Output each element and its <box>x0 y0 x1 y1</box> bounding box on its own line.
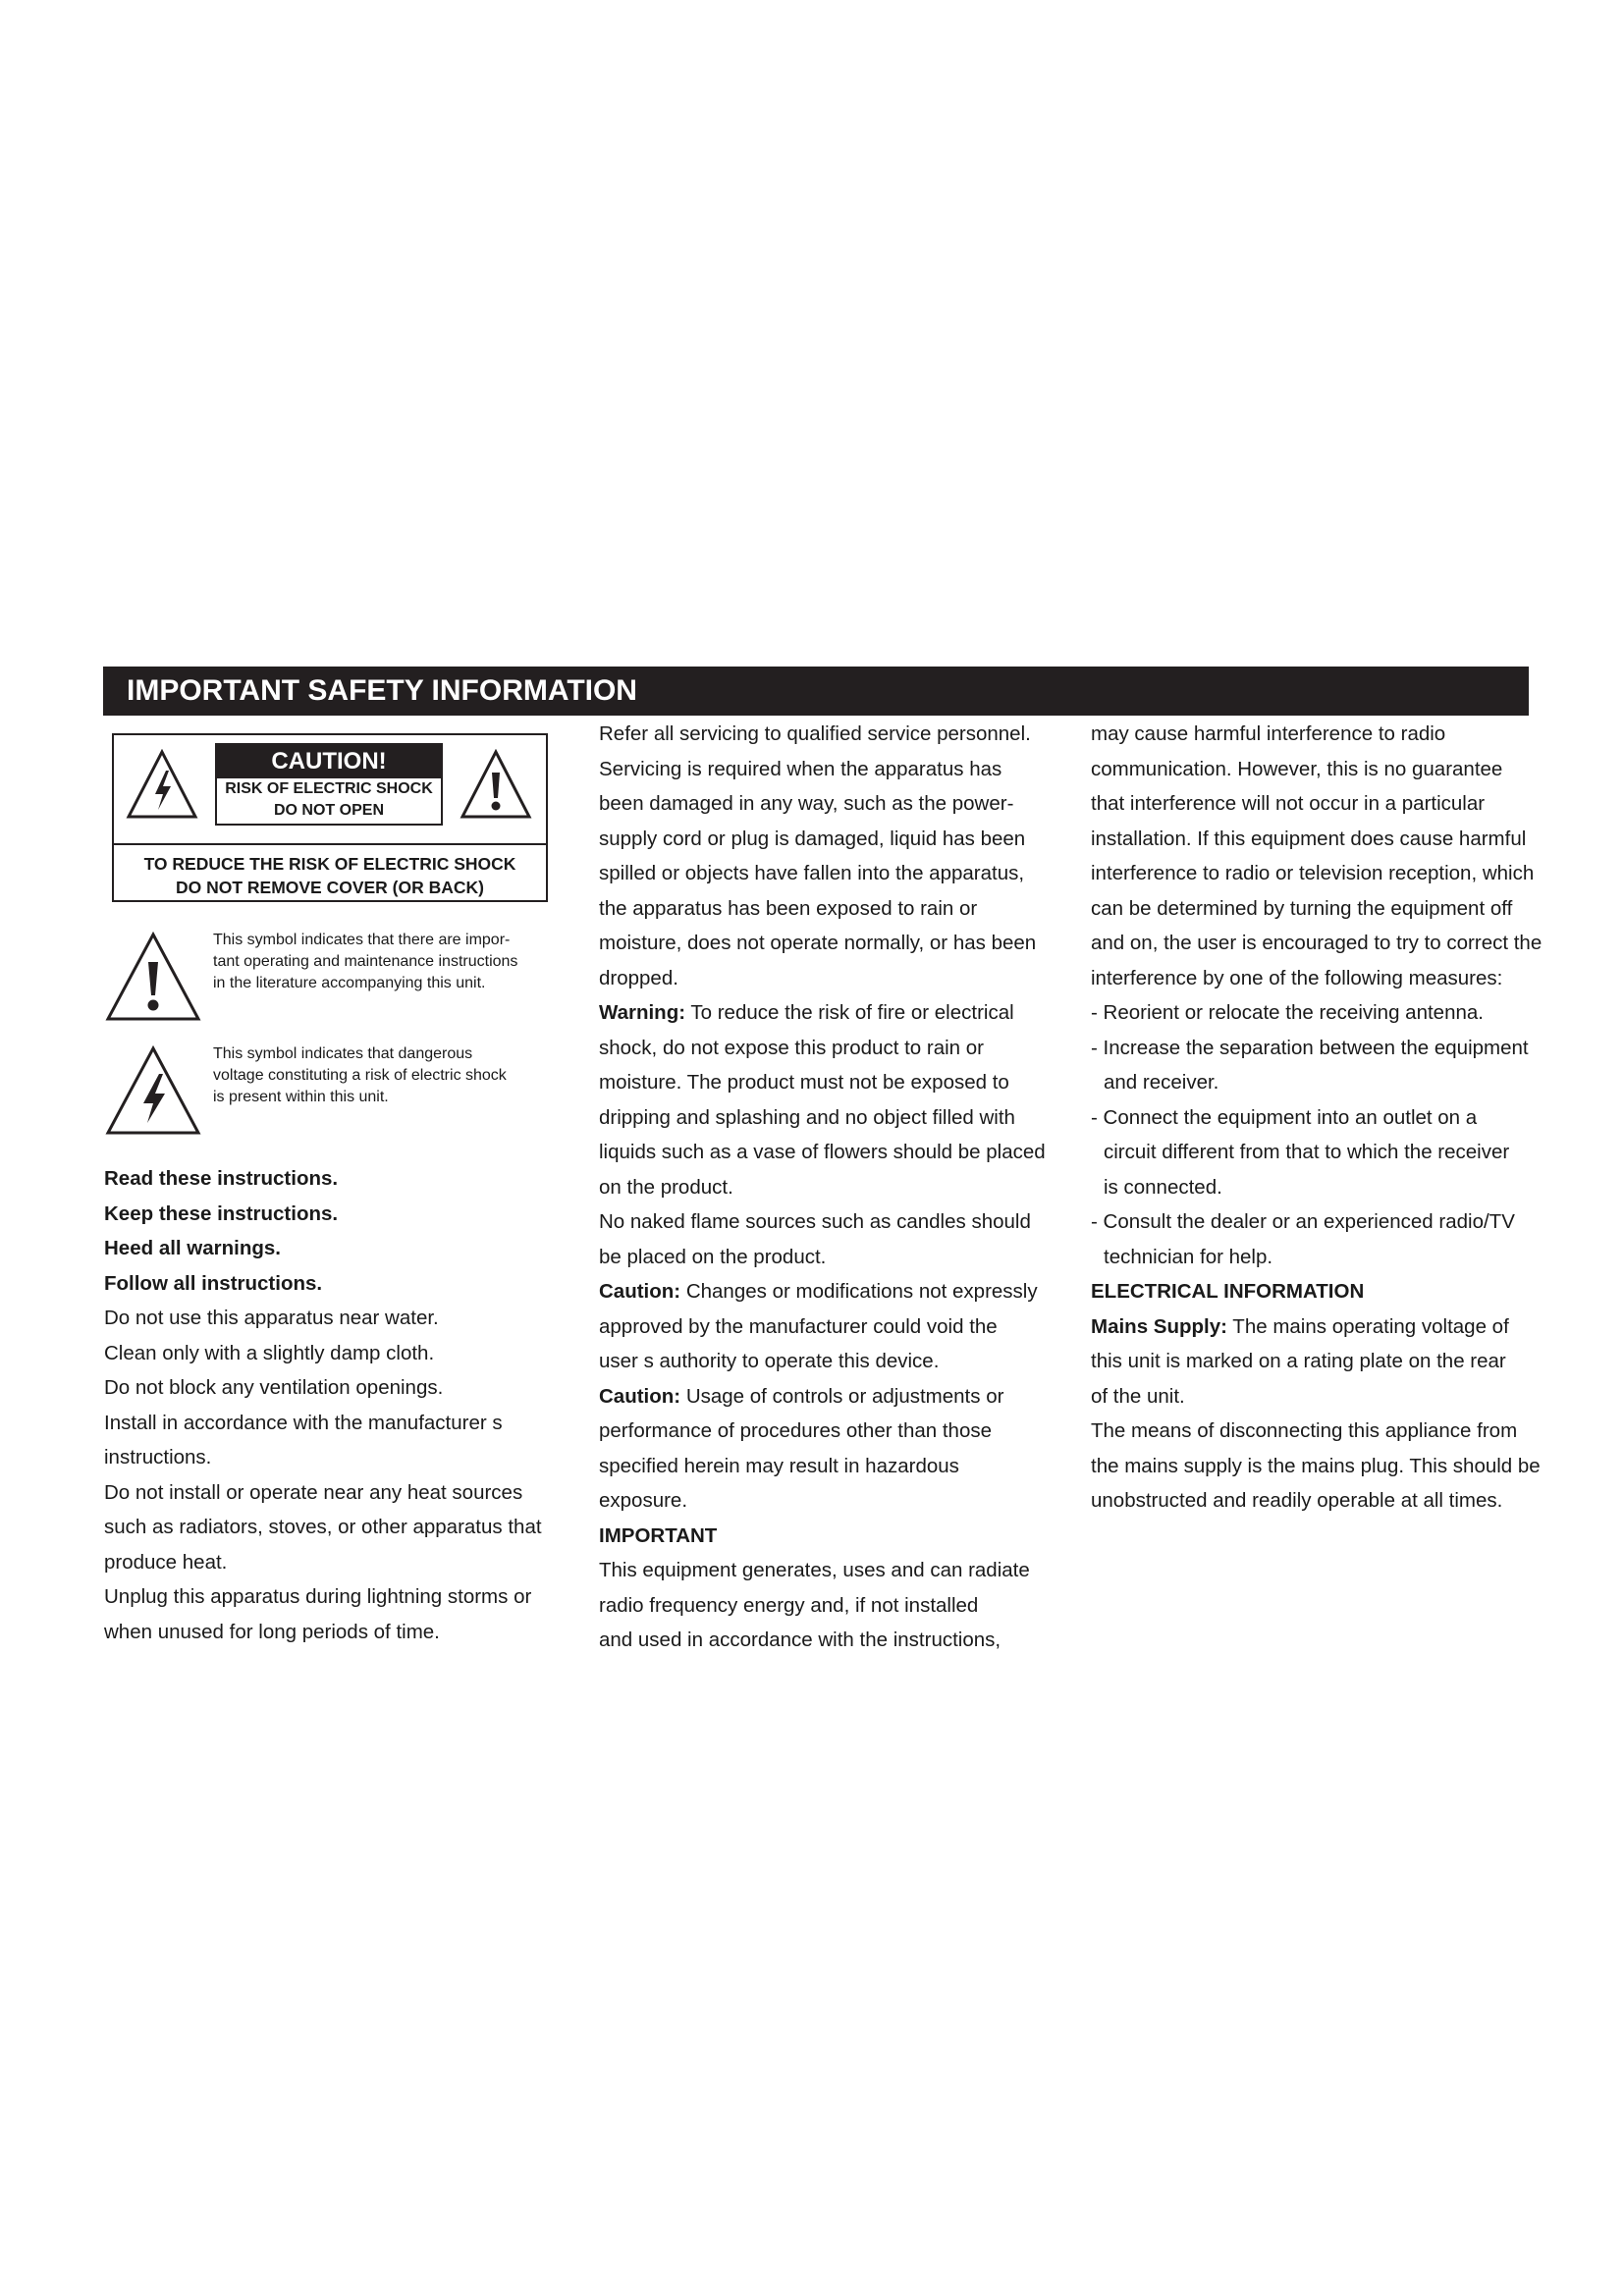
text-line: Do not use this apparatus near water. <box>104 1307 439 1329</box>
text-line: of the unit. <box>1091 1384 1185 1408</box>
caution-label-2: Caution: <box>599 1384 681 1408</box>
mains-label: Mains Supply: <box>1091 1314 1227 1338</box>
caution-text-2: Usage of controls or adjustments or <box>680 1384 1004 1408</box>
symbol-description-2 <box>213 1043 567 1108</box>
measure-item-cont: and receiver. <box>1104 1071 1219 1094</box>
text-line: may cause harmful interference to radio <box>1091 722 1446 745</box>
caution-label-1: Caution: <box>599 1280 681 1303</box>
text-line: dropped. <box>599 966 678 989</box>
text-line: been damaged in any way, such as the power- <box>599 792 1014 815</box>
column-1-text <box>104 1161 566 1649</box>
text-line: unobstructed and readily operable at all times. <box>1091 1489 1503 1512</box>
warning-label: Warning: <box>599 1001 686 1024</box>
mains-text: The mains operating voltage of <box>1226 1314 1509 1338</box>
symbol-description-1 <box>213 930 567 994</box>
column-3-text <box>1091 717 1543 1519</box>
measure-item: - Increase the separation between the equipment <box>1091 1036 1529 1059</box>
text-line: moisture. The product must not be exposed to <box>599 1071 1009 1094</box>
caution-line-2: DO NOT OPEN <box>273 802 384 819</box>
caution-bottom-line-2: DO NOT REMOVE COVER (OR BACK) <box>175 878 485 897</box>
text-line: Clean only with a slightly damp cloth. <box>104 1341 435 1364</box>
text-line: that interference will not occur in a particular <box>1091 792 1486 815</box>
measure-item: - Connect the equipment into an outlet on a <box>1091 1105 1478 1129</box>
caution-divider <box>114 843 546 845</box>
instruction-heed: Heed all warnings. <box>104 1237 281 1259</box>
caution-line <box>599 1274 1051 1309</box>
text-line: Do not block any ventilation openings. <box>104 1376 444 1399</box>
column-2-text <box>599 717 1051 1658</box>
symbol-2-line-2: voltage constituting a risk of electric shock <box>213 1067 507 1084</box>
text-line: shock, do not expose this product to rain or <box>599 1036 985 1059</box>
text-line: can be determined by turning the equipment off <box>1091 896 1513 920</box>
text-line: The means of disconnecting this appliance from <box>1091 1419 1518 1442</box>
symbol-2-line-3: is present within this unit. <box>213 1089 389 1105</box>
text-line: this unit is marked on a rating plate on the rear <box>1091 1350 1506 1372</box>
instruction-read: Read these instructions. <box>104 1167 339 1190</box>
symbol-1-line-2: tant operating and maintenance instructions <box>213 953 518 970</box>
text-line: moisture, does not operate normally, or has been <box>599 932 1037 954</box>
text-line: interference by one of the following measures: <box>1091 966 1503 989</box>
exclamation-triangle-icon <box>460 749 532 820</box>
text-line: installation. If this equipment does cause harmful <box>1091 827 1527 850</box>
symbol-2-line-1: This symbol indicates that dangerous <box>213 1045 473 1062</box>
measure-item: - Reorient or relocate the receiving antenna. <box>1091 1001 1484 1024</box>
text-line: No naked flame sources such as candles should <box>599 1210 1031 1233</box>
warning-text: To reduce the risk of fire or electrical <box>685 1001 1014 1024</box>
text-line: and on, the user is encouraged to try to correct the <box>1091 932 1543 954</box>
text-line: the mains supply is the mains plug. This should be <box>1091 1454 1541 1477</box>
text-line: specified herein may result in hazardous <box>599 1454 959 1477</box>
lightning-triangle-icon <box>126 749 198 820</box>
text-line: spilled or objects have fallen into the apparatus, <box>599 862 1025 884</box>
text-line: performance of procedures other than those <box>599 1419 992 1442</box>
text-line: when unused for long periods of time. <box>104 1620 440 1643</box>
measure-item: - Consult the dealer or an experienced radio/TV <box>1091 1210 1515 1233</box>
caution-text-1: Changes or modifications not expressly <box>680 1280 1038 1303</box>
text-line: produce heat. <box>104 1550 228 1574</box>
text-line: interference to radio or television reception, which <box>1091 862 1535 884</box>
important-heading: IMPORTANT <box>599 1523 718 1547</box>
text-line: Refer all servicing to qualified service personnel. <box>599 722 1031 745</box>
instruction-follow: Follow all instructions. <box>104 1271 323 1295</box>
caution-center-panel <box>215 743 443 826</box>
text-line: liquids such as a vase of flowers should be placed <box>599 1141 1046 1163</box>
symbol-1-line-3: in the literature accompanying this unit. <box>213 975 486 991</box>
symbol-1-line-1: This symbol indicates that there are impor- <box>213 932 511 948</box>
instruction-keep: Keep these instructions. <box>104 1201 339 1225</box>
measure-item-cont: technician for help. <box>1104 1245 1273 1268</box>
page-title: IMPORTANT SAFETY INFORMATION <box>103 667 1529 716</box>
text-line: radio frequency energy and, if not installed <box>599 1593 979 1617</box>
text-line: and used in accordance with the instructions, <box>599 1629 1001 1651</box>
text-line: communication. However, this is no guarantee <box>1091 757 1503 780</box>
text-line: on the product. <box>599 1175 733 1199</box>
caution-bottom-text <box>114 852 546 899</box>
text-line: such as radiators, stoves, or other apparatus that <box>104 1516 542 1538</box>
caution-label <box>112 733 548 902</box>
text-line: supply cord or plug is damaged, liquid has been <box>599 827 1026 850</box>
measure-item-cont: circuit different from that to which the receiver <box>1104 1141 1510 1163</box>
text-line: instructions. <box>104 1446 212 1468</box>
lightning-triangle-icon <box>104 1044 202 1137</box>
caution-line-1: RISK OF ELECTRIC SHOCK <box>225 780 433 797</box>
text-line: Unplug this apparatus during lightning storms or <box>104 1585 532 1608</box>
text-line: be placed on the product. <box>599 1245 827 1268</box>
measure-item-cont: is connected. <box>1104 1175 1222 1199</box>
text-line: Servicing is required when the apparatus has <box>599 757 1002 780</box>
caution-title: CAUTION! <box>217 745 441 778</box>
electrical-heading: ELECTRICAL INFORMATION <box>1091 1280 1365 1303</box>
text-line: dripping and splashing and no object filled with <box>599 1105 1015 1129</box>
text-line: This equipment generates, uses and can radiate <box>599 1559 1030 1581</box>
text-line: the apparatus has been exposed to rain or <box>599 896 978 920</box>
mains-line <box>1091 1309 1543 1345</box>
text-line: Do not install or operate near any heat sources <box>104 1480 523 1504</box>
text-line: approved by the manufacturer could void the <box>599 1314 998 1338</box>
text-line: exposure. <box>599 1489 688 1512</box>
text-line: user s authority to operate this device. <box>599 1350 940 1372</box>
caution-line <box>599 1379 1051 1415</box>
text-line: Install in accordance with the manufacturer s <box>104 1411 503 1434</box>
caution-bottom-line-1: TO REDUCE THE RISK OF ELECTRIC SHOCK <box>143 854 516 874</box>
exclamation-triangle-icon <box>104 931 202 1023</box>
warning-line <box>599 995 1051 1031</box>
